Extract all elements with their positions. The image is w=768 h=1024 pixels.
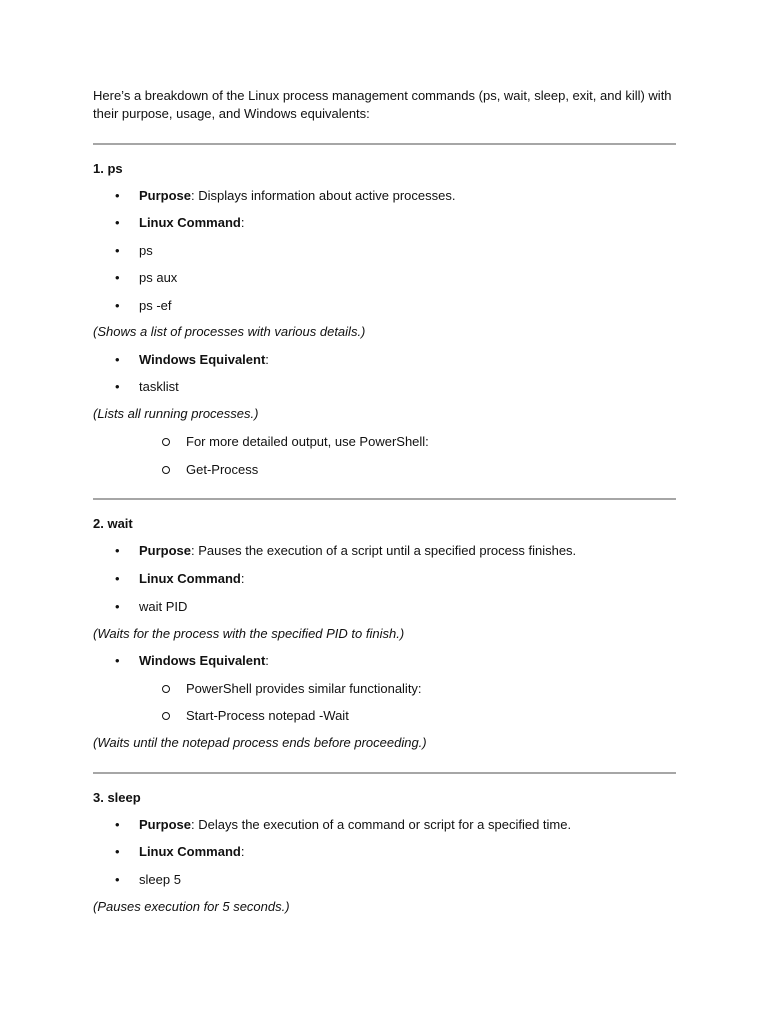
bullet-icon: • [115, 571, 120, 586]
list-item-linux-command [139, 570, 244, 587]
linux-command-label: Linux Command [139, 844, 241, 859]
bullet-icon: • [115, 215, 120, 230]
purpose-label: Purpose [139, 188, 192, 203]
note-text: (Waits for the process with the specified PID to finish.) [93, 626, 405, 641]
section-heading-sleep: 3. sleep [93, 790, 141, 805]
sub-list-item: Start-Process notepad -Wait [186, 708, 349, 723]
bullet-icon: • [115, 379, 120, 394]
sub-list-item: For more detailed output, use PowerShell: [186, 434, 429, 449]
horizontal-rule [93, 498, 676, 500]
horizontal-rule [93, 143, 676, 145]
document-page [93, 0, 676, 1024]
list-item-command: ps aux [139, 270, 178, 285]
colon: : [240, 844, 245, 859]
bullet-icon: • [115, 543, 120, 558]
note-text: (Shows a list of processes with various details.) [93, 324, 366, 339]
section-heading-ps: 1. ps [93, 161, 123, 176]
sub-list-item: PowerShell provides similar functionality: [186, 681, 422, 696]
bullet-icon: • [115, 188, 120, 203]
bullet-icon: • [115, 872, 120, 887]
list-item-purpose [139, 187, 455, 204]
purpose-text: : Delays the execution of a command or script for a specified time. [191, 817, 572, 832]
bullet-icon: • [115, 270, 120, 285]
colon: : [265, 352, 269, 367]
list-item-purpose [139, 816, 571, 833]
list-item-command: tasklist [139, 379, 179, 394]
purpose-label: Purpose [139, 543, 192, 558]
section-heading-wait: 2. wait [93, 516, 133, 531]
list-item-command: sleep 5 [139, 872, 181, 887]
purpose-label: Purpose [139, 817, 192, 832]
bullet-icon: • [115, 352, 120, 367]
linux-command-label: Linux Command [139, 571, 241, 586]
linux-command-label: Linux Command [139, 215, 241, 230]
list-item-windows-equivalent [139, 351, 269, 368]
circle-bullet-icon [162, 685, 170, 693]
list-item-purpose [139, 542, 576, 559]
bullet-icon: • [115, 599, 120, 614]
circle-bullet-icon [162, 466, 170, 474]
purpose-text: : Pauses the execution of a script until a specified process finishes. [191, 543, 577, 558]
bullet-icon: • [115, 817, 120, 832]
bullet-icon: • [115, 844, 120, 859]
note-text: (Lists all running processes.) [93, 406, 259, 421]
colon: : [240, 571, 245, 586]
colon: : [240, 215, 245, 230]
bullet-icon: • [115, 653, 120, 668]
list-item-linux-command [139, 214, 244, 231]
list-item-command: ps [139, 243, 153, 258]
list-item-command: wait PID [139, 599, 188, 614]
circle-bullet-icon [162, 438, 170, 446]
list-item-command: ps -ef [139, 298, 172, 313]
windows-equivalent-label: Windows Equivalent [139, 653, 266, 668]
bullet-icon: • [115, 243, 120, 258]
bullet-icon: • [115, 298, 120, 313]
sub-list-item: Get-Process [186, 462, 259, 477]
note-text: (Waits until the notepad process ends before proceeding.) [93, 735, 427, 750]
circle-bullet-icon [162, 712, 170, 720]
intro-paragraph: Here’s a breakdown of the Linux process management commands (ps, wait, sleep, exit, and kill) with their purpose, usage, and Windows equivalents: [93, 88, 672, 121]
windows-equivalent-label: Windows Equivalent [139, 352, 266, 367]
note-text: (Pauses execution for 5 seconds.) [93, 899, 290, 914]
list-item-windows-equivalent [139, 652, 269, 669]
purpose-text: : Displays information about active processes. [191, 188, 456, 203]
list-item-linux-command [139, 843, 244, 860]
colon: : [265, 653, 269, 668]
horizontal-rule [93, 772, 676, 774]
